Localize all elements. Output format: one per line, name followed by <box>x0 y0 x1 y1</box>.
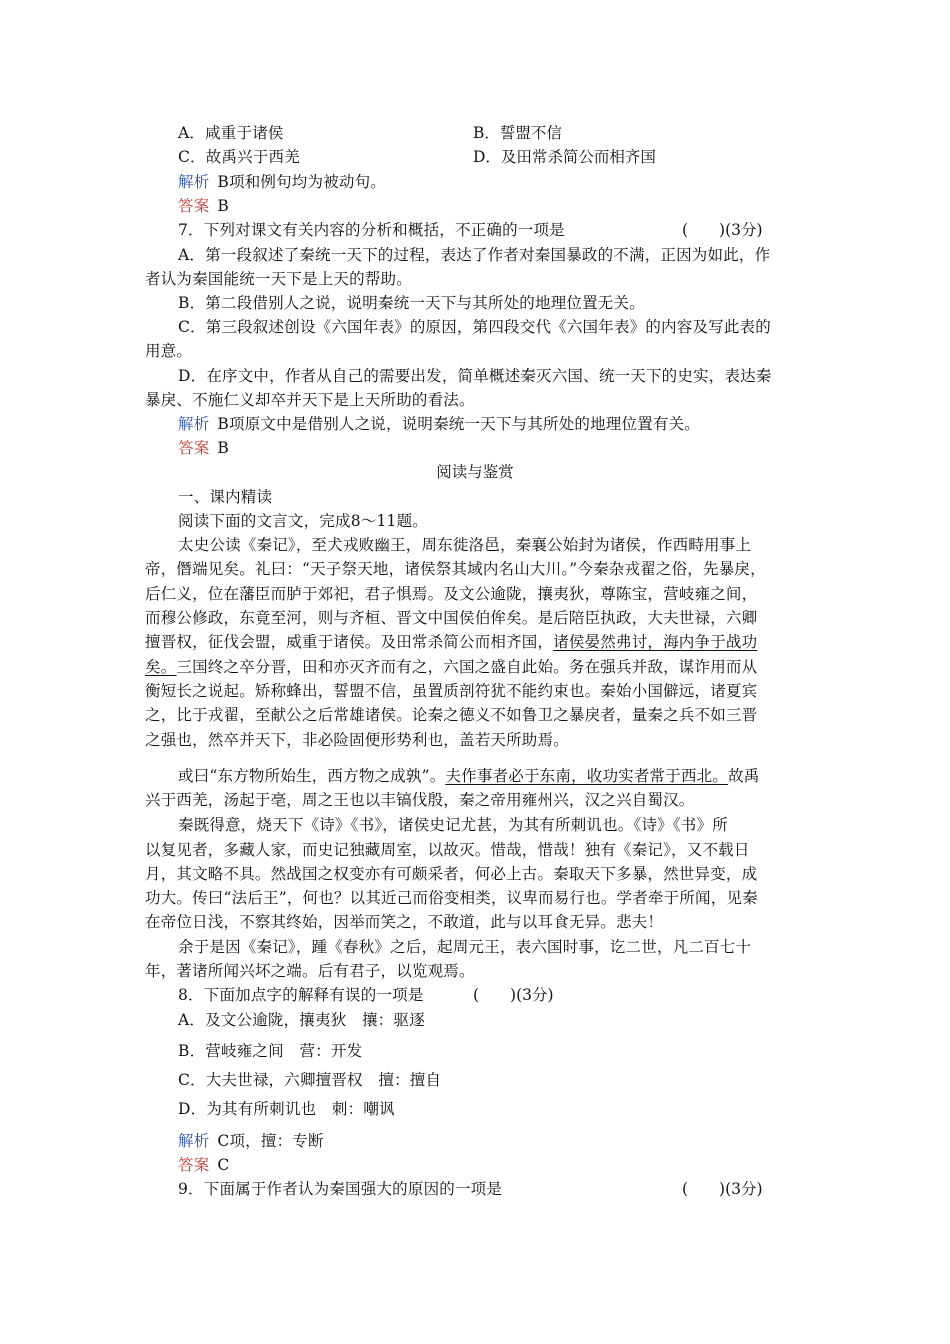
passage-text: 三国终之卒分晋，田和亦灭齐而有之，六国之盛自此始。务在强兵并敌，谋诈用而从 <box>176 658 758 676</box>
answer-label: 答案 <box>178 439 210 457</box>
section-title: 阅读与鉴赏 <box>436 463 514 481</box>
q8-option-c: C．大夫世禄，六卿擅晋权 擅：擅自 <box>178 1071 442 1089</box>
q6-option-d: D．及田常杀简公而相齐国 <box>473 148 656 166</box>
q9-stem: 9．下面属于作者认为秦国强大的原因的一项是 <box>178 1180 503 1198</box>
q8-stem: 8．下面加点字的解释有误的一项是 <box>178 986 424 1004</box>
answer-label: 答案 <box>178 197 210 215</box>
q7-analysis <box>178 414 700 434</box>
answer-text: C <box>217 1156 230 1174</box>
passage-p3-line1: 秦既得意，烧天下《诗》《书》，诸侯史记尤甚，为其有所刺讥也。《诗》《书》所 <box>178 816 728 834</box>
passage-p1-line9: 之强也，然卒并天下，非必险固便形势利也，盖若天所助焉。 <box>145 731 569 749</box>
passage-p1-line2: 帝，僭端见矣。礼曰：“天子祭天地，诸侯祭其域内名山大川。”今秦杂戎翟之俗，先暴戾， <box>145 560 766 578</box>
q7-option-c-line1: C．第三段叙述创设《六国年表》的原因，第四段交代《六国年表》的内容及写此表的 <box>178 318 771 336</box>
q8-option-d: D．为其有所刺讥也 刺：嘲讽 <box>178 1100 395 1118</box>
q8-analysis <box>178 1131 324 1151</box>
underlined-sentence: 夫作事者必于东南，收功实者常于西北。 <box>445 767 729 785</box>
passage-p3-line5: 在帝位日浅，不察其终始，因举而笑之，不敢道，此与以耳食无异。悲夫！ <box>145 913 664 931</box>
analysis-label: 解析 <box>178 1132 210 1150</box>
q8-option-b: B．营岐雍之间 营：开发 <box>178 1042 363 1060</box>
reading-instruction: 阅读下面的文言文，完成8～11题。 <box>178 512 428 530</box>
passage-p2-line2: 兴于西羌，汤起于亳，周之王也以丰镐伐殷，秦之帝用雍州兴，汉之兴自蜀汉。 <box>145 791 695 809</box>
underlined-sentence: 诸侯晏然弗讨，海内争于战功 <box>553 633 758 651</box>
q8-score: ( )(3分) <box>473 986 554 1004</box>
passage-p4-line2: 年，著诸所闻兴坏之端。后有君子，以览观焉。 <box>145 962 475 980</box>
passage-p1-line7: 衡短长之说起。矫称蜂出，誓盟不信，虽置质剖符犹不能约束也。秦始小国僻远，诸夏宾 <box>145 682 758 700</box>
answer-label: 答案 <box>178 1156 210 1174</box>
answer-text: B <box>217 439 229 457</box>
q6-option-c: C．故禹兴于西羌 <box>178 148 300 166</box>
q8-answer <box>178 1155 229 1175</box>
passage-p3-line2: 以复见者，多藏人家，而史记独藏周室，以故灭。惜哉，惜哉！独有《秦记》，又不载日 <box>145 841 750 859</box>
q7-option-a-line1: A．第一段叙述了秦统一天下的过程，表达了作者对秦国暴政的不满，正因为如此，作 <box>178 246 771 264</box>
passage-p3-line4: 功大。传曰“法后王”，何也？以其近己而俗变相类，议卑而易行也。学者牵于所闻，见秦 <box>145 889 758 907</box>
passage-text: 擅晋权，征伐会盟，威重于诸侯。及田常杀简公而相齐国， <box>145 633 554 651</box>
analysis-label: 解析 <box>178 173 210 191</box>
q7-option-c-line2: 用意。 <box>145 342 193 360</box>
q8-option-a: A．及文公逾陇，攘夷狄 攘：驱逐 <box>178 1011 425 1029</box>
q6-answer <box>178 196 229 216</box>
q7-option-d-line1: D．在序文中，作者从自己的需要出发，简单概述秦灭六国、统一天下的史实，表达秦 <box>178 367 772 385</box>
analysis-text: C项，擅：专断 <box>217 1132 324 1150</box>
passage-p1-line4: 而穆公修政，东竟至河，则与齐桓、晋文中国侯伯侔矣。是后陪臣执政，大夫世禄，六卿 <box>145 609 758 627</box>
q7-option-b: B．第二段借别人之说，说明秦统一天下与其所处的地理位置无关。 <box>178 294 645 312</box>
passage-text: 或曰“东方物所始生，西方物之成孰”。 <box>178 767 446 785</box>
q7-option-a-line2: 者认为秦国能统一天下是上天的帮助。 <box>145 270 412 288</box>
q7-stem: 7．下列对课文有关内容的分析和概括，不正确的一项是 <box>178 221 565 239</box>
passage-p1-line1: 太史公读《秦记》，至犬戎败幽王，周东徙洛邑，秦襄公始封为诸侯，作西畤用事上 <box>178 536 752 554</box>
q7-answer <box>178 438 229 458</box>
passage-text: 故禹 <box>728 767 760 785</box>
passage-p2-line1 <box>178 766 759 786</box>
analysis-label: 解析 <box>178 415 210 433</box>
passage-p3-line3: 月，其文略不具。然战国之权变亦有可颇采者，何必上古。秦取天下多暴，然世异变，成 <box>145 865 758 883</box>
analysis-text: B项原文中是借别人之说，说明秦统一天下与其所处的地理位置有关。 <box>217 415 700 433</box>
q9-score: ( )(3分) <box>682 1180 763 1198</box>
answer-text: B <box>217 197 229 215</box>
passage-p4-line1: 余于是因《秦记》，踵《春秋》之后，起周元王，表六国时事，讫二世，凡二百七十 <box>178 938 752 956</box>
passage-p1-line6 <box>145 657 757 677</box>
q6-option-b: B．誓盟不信 <box>473 124 562 142</box>
q7-option-d-line2: 暴戾、不施仁义却卒并天下是上天所助的看法。 <box>145 391 475 409</box>
underlined-sentence-end: 矣。 <box>145 658 177 676</box>
analysis-text: B项和例句均为被动句。 <box>217 173 386 191</box>
section-subtitle: 一、课内精读 <box>178 488 273 506</box>
q6-analysis <box>178 172 386 192</box>
q6-option-a: A．咸重于诸侯 <box>178 124 284 142</box>
passage-p1-line3: 后仁义，位在藩臣而胪于郊祀，君子惧焉。及文公逾陇，攘夷狄，尊陈宝，营岐雍之间， <box>145 585 758 603</box>
q7-score: ( )(3分) <box>682 221 763 239</box>
passage-p1-line5 <box>145 632 757 652</box>
passage-p1-line8: 之，比于戎翟，至献公之后常雄诸侯。论秦之德义不如鲁卫之暴戾者，量秦之兵不如三晋 <box>145 706 758 724</box>
